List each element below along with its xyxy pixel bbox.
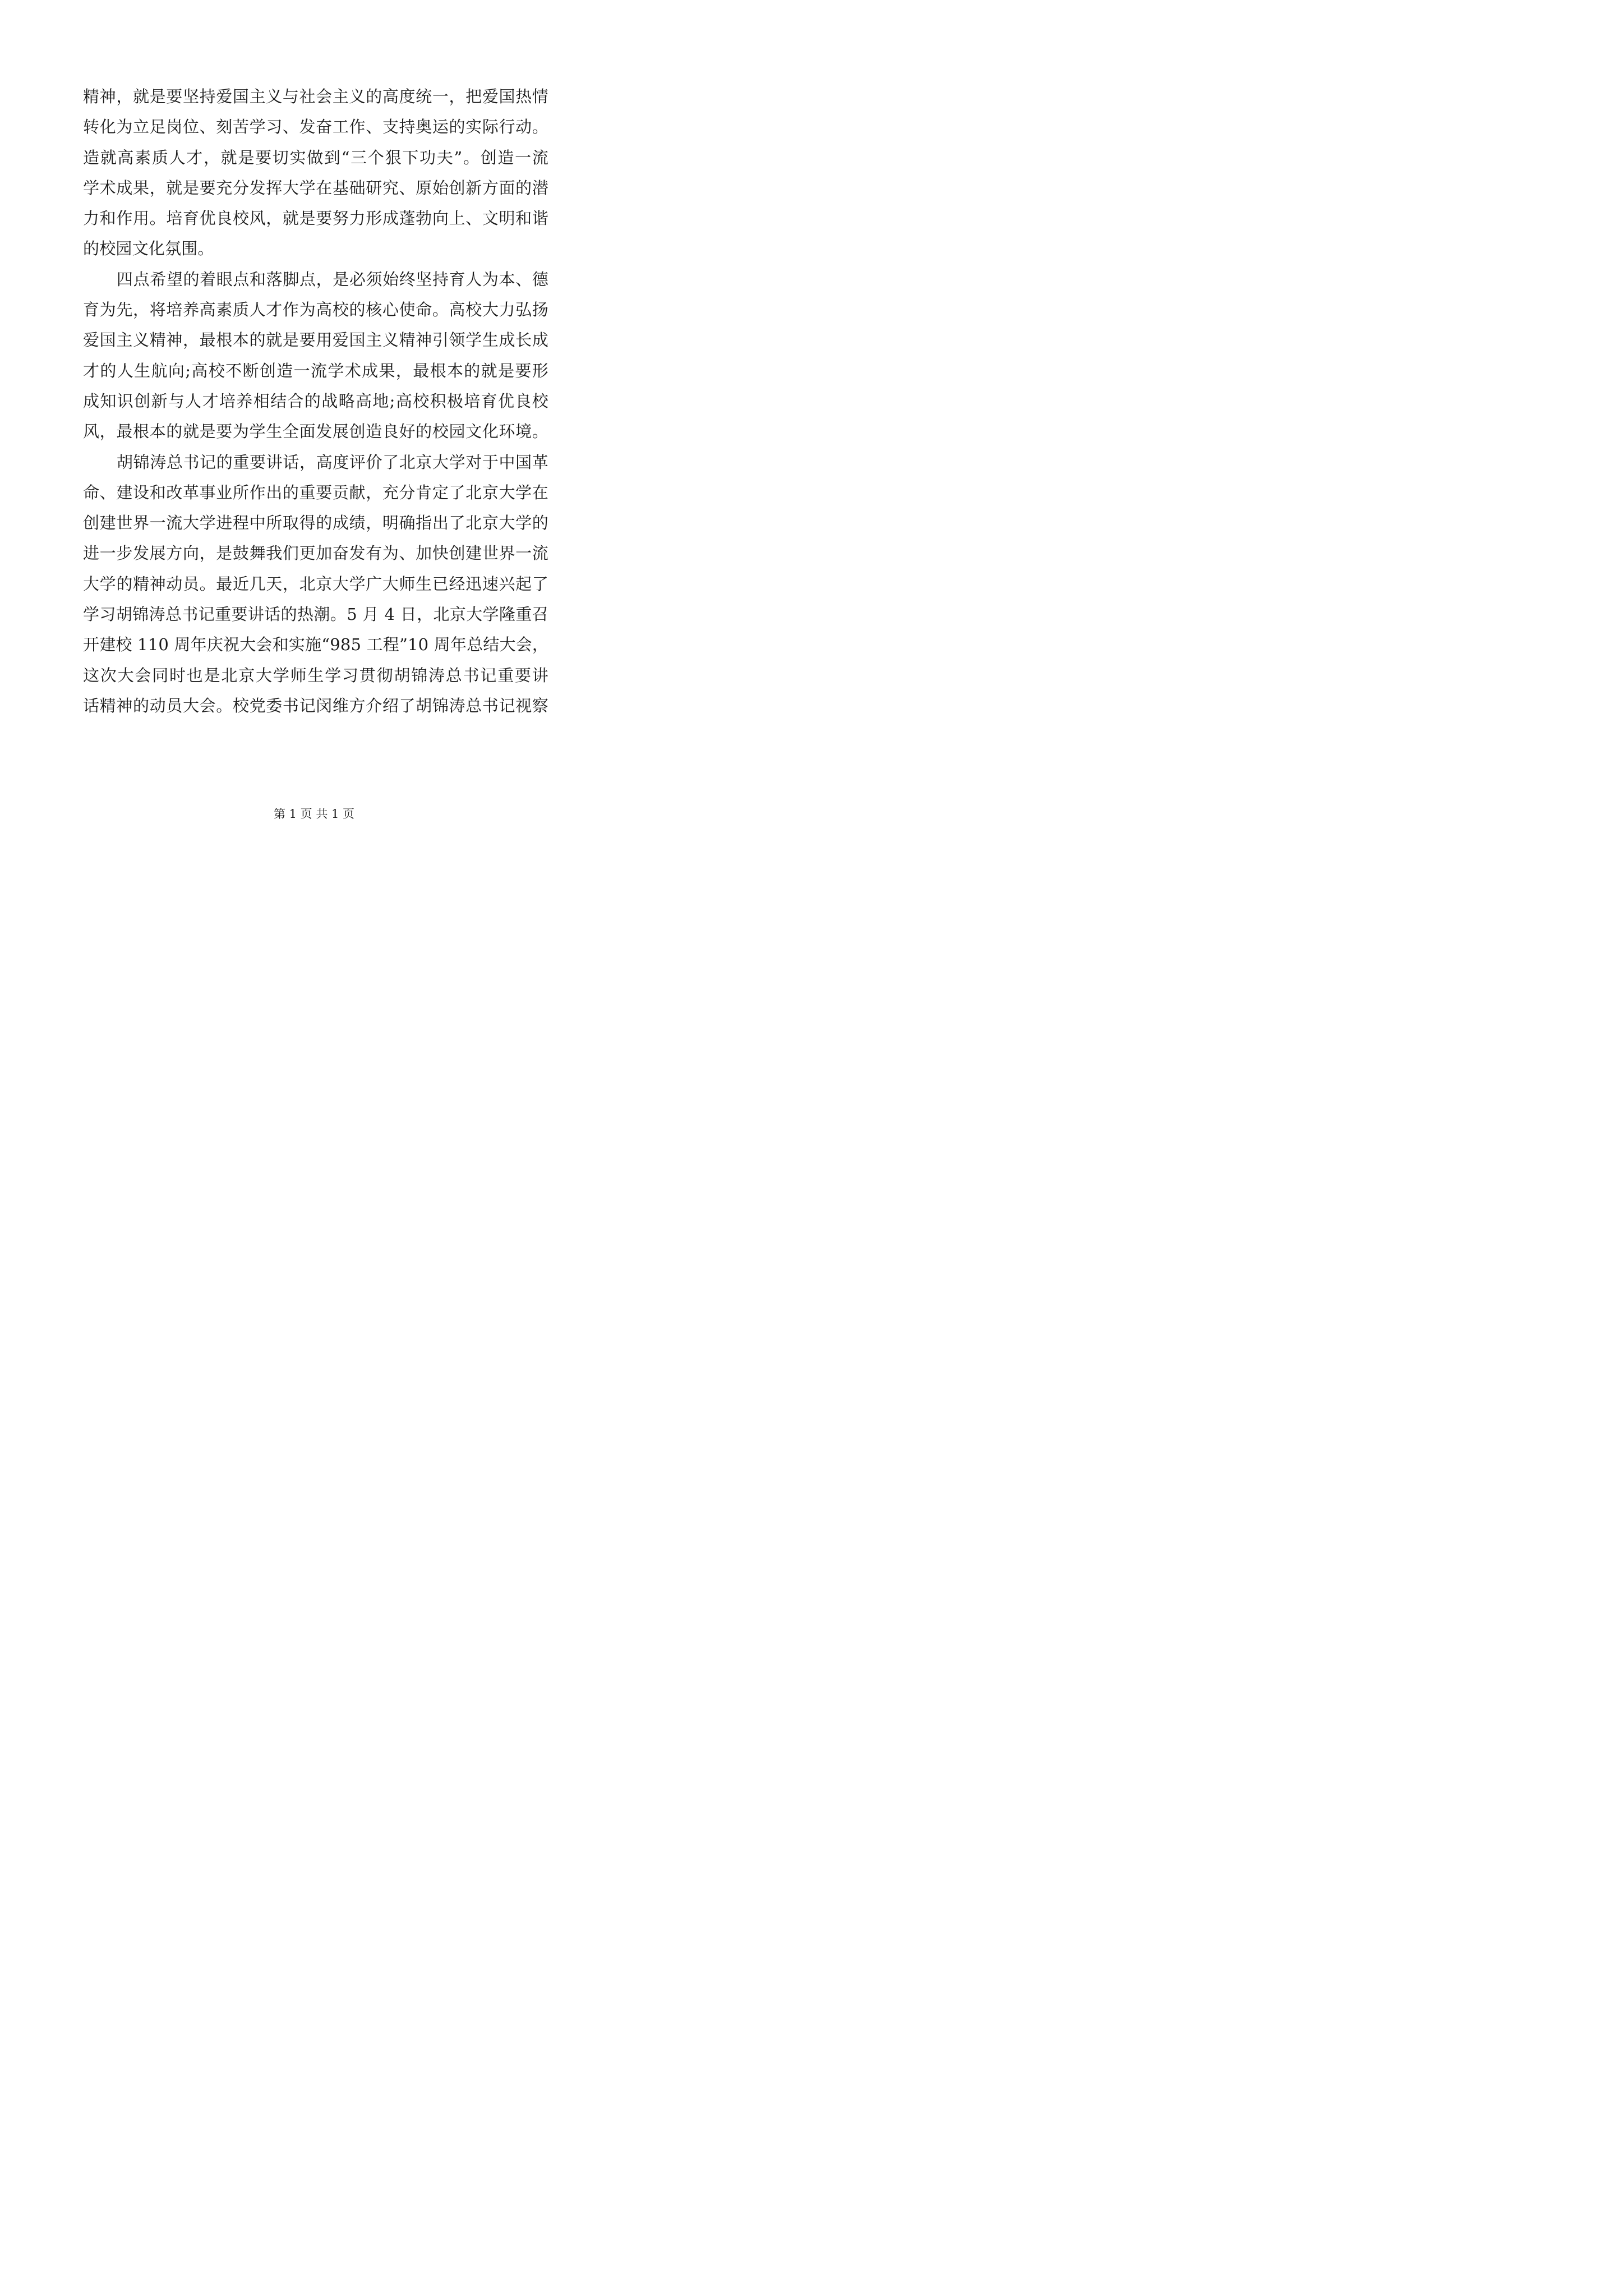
text-line: 创建世界一流大学进程中所取得的成绩，明确指出了北京大学的: [83, 513, 548, 533]
text-line: 造就高素质人才，就是要切实做到“三个狠下功夫”。创造一流: [83, 148, 548, 167]
text-line: 精神，就是要坚持爱国主义与社会主义的高度统一，把爱国热情: [83, 87, 548, 106]
text-line: 才的人生航向;高校不断创造一流学术成果，最根本的就是要形: [83, 361, 548, 380]
paragraph-first-line: 胡锦涛总书记的重要讲话，高度评价了北京大学对于中国革: [117, 452, 548, 472]
text-line: 话精神的动员大会。校党委书记闵维方介绍了胡锦涛总书记视察: [83, 696, 548, 715]
text-line: 大学的精神动员。最近几天，北京大学广大师生已经迅速兴起了: [83, 574, 548, 593]
page-footer: 第 1 页 共 1 页: [273, 807, 355, 821]
text-line: 力和作用。培育优良校风，就是要努力形成蓬勃向上、文明和谐: [83, 209, 548, 228]
document-page: [0, 0, 628, 889]
text-line: 风，最根本的就是要为学生全面发展创造良好的校园文化环境。: [83, 422, 548, 441]
text-line: 这次大会同时也是北京大学师生学习贯彻胡锦涛总书记重要讲: [83, 665, 548, 685]
text-line: 爱国主义精神，最根本的就是要用爱国主义精神引领学生成长成: [83, 330, 548, 350]
text-line: 进一步发展方向，是鼓舞我们更加奋发有为、加快创建世界一流: [83, 544, 548, 563]
paragraph-first-line: 四点希望的着眼点和落脚点，是必须始终坚持育人为本、德: [117, 269, 548, 289]
text-line: 育为先，将培养高素质人才作为高校的核心使命。高校大力弘扬: [83, 300, 548, 320]
body-text: [83, 81, 548, 721]
text-line: 学习胡锦涛总书记重要讲话的热潮。5 月 4 日，北京大学隆重召: [83, 605, 548, 624]
text-line: 成知识创新与人才培养相结合的战略高地;高校积极培育优良校: [83, 391, 548, 411]
text-line: 开建校 110 周年庆祝大会和实施“985 工程”10 周年总结大会，: [83, 635, 549, 655]
text-line: 的校园文化氛围。: [83, 239, 214, 259]
text-line: 学术成果，就是要充分发挥大学在基础研究、原始创新方面的潜: [83, 178, 548, 197]
text-line: 命、建设和改革事业所作出的重要贡献，充分肯定了北京大学在: [83, 482, 548, 502]
text-line: 转化为立足岗位、刻苦学习、发奋工作、支持奥运的实际行动。: [83, 117, 548, 137]
